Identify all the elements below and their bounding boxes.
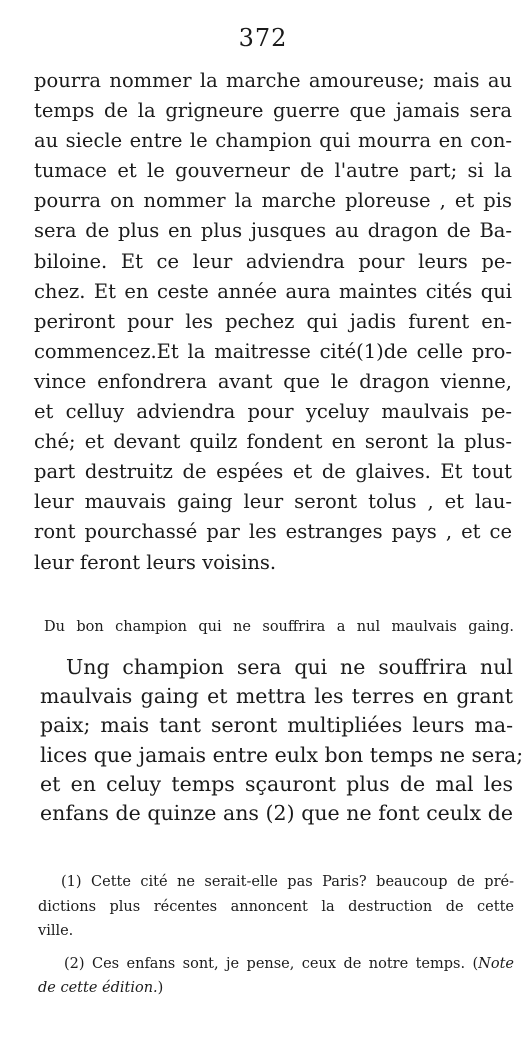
- text-line: pourra nommer la marche amoureuse; mais au: [34, 69, 512, 92]
- page-number: 372: [238, 24, 288, 52]
- footnote-line: ville.: [38, 923, 74, 939]
- footnote-line: [38, 976, 514, 1001]
- text-line: au siecle entre le champion qui mourra en con-: [34, 129, 512, 153]
- text-line: leur mauvais gaing leur seront tolus , et lau-: [34, 490, 512, 514]
- text-line: periront pour les pechez qui jadis furent en-: [34, 309, 512, 333]
- text-line: et celluy adviendra pour yceluy maulvais pe-: [34, 400, 512, 424]
- text-line: ront pourchassé par les estranges pays , et ce: [34, 520, 512, 544]
- text-line: biloine. Et ce leur adviendra pour leurs pe-: [34, 249, 512, 273]
- text-line: temps de la grigneure guerre que jamais sera: [34, 99, 512, 123]
- footnote-1: [38, 870, 514, 944]
- footnote-2: [38, 952, 514, 1001]
- paragraph-2: [40, 653, 524, 828]
- text-line: Ung champion sera qui ne souffrira nul: [66, 655, 513, 679]
- text-line: ché; et devant quilz fondent en seront la plus-: [34, 430, 512, 454]
- text-line: chez. Et en ceste année aura maintes cités qui: [34, 279, 512, 303]
- text-line: lices que jamais entre eulx bon temps ne sera;: [40, 742, 524, 767]
- text-line: leur feront leurs voisins.: [34, 550, 277, 574]
- text-line: vince enfondrera avant que le dragon vienne,: [34, 369, 512, 393]
- footnote-italic: Note: [478, 955, 514, 972]
- footnotes: [38, 870, 514, 1001]
- text-line: commencez.Et la maitresse cité(1)de celle pro-: [34, 339, 512, 363]
- paragraph-1: [34, 66, 512, 578]
- text-line: et en celuy temps sçauront plus de mal les: [40, 771, 513, 796]
- footnote-line: [38, 952, 514, 977]
- footnote-text: ): [157, 980, 164, 996]
- text-line: sera de plus en plus jusques au dragon de Ba-: [34, 219, 512, 243]
- text-line: tumace et le gouverneur de l'autre part; si la: [34, 159, 512, 183]
- text-line: maulvais gaing et mettra les terres en grant: [40, 684, 513, 709]
- section-heading: Du bon champion qui ne souffrira a nul maulvais gaing.: [44, 619, 514, 635]
- text-line: part destruitz de espées et de glaives. Et tout: [34, 460, 512, 484]
- footnote-italic: de cette édition.: [38, 980, 158, 996]
- text-line: paix; mais tant seront multipliées leurs ma-: [40, 713, 513, 738]
- footnote-line: dictions plus récentes annoncent la destruction de cette: [38, 898, 514, 915]
- text-line: pourra on nommer la marche ploreuse , et pis: [34, 189, 512, 213]
- footnote-line: (1) Cette cité ne serait-elle pas Paris? beaucoup de pré-: [61, 874, 514, 890]
- text-line: enfans de quinze ans (2) que ne font ceulx de: [40, 800, 513, 825]
- footnote-text: (2) Ces enfans sont, je pense, ceux de notre temps. (: [64, 955, 479, 972]
